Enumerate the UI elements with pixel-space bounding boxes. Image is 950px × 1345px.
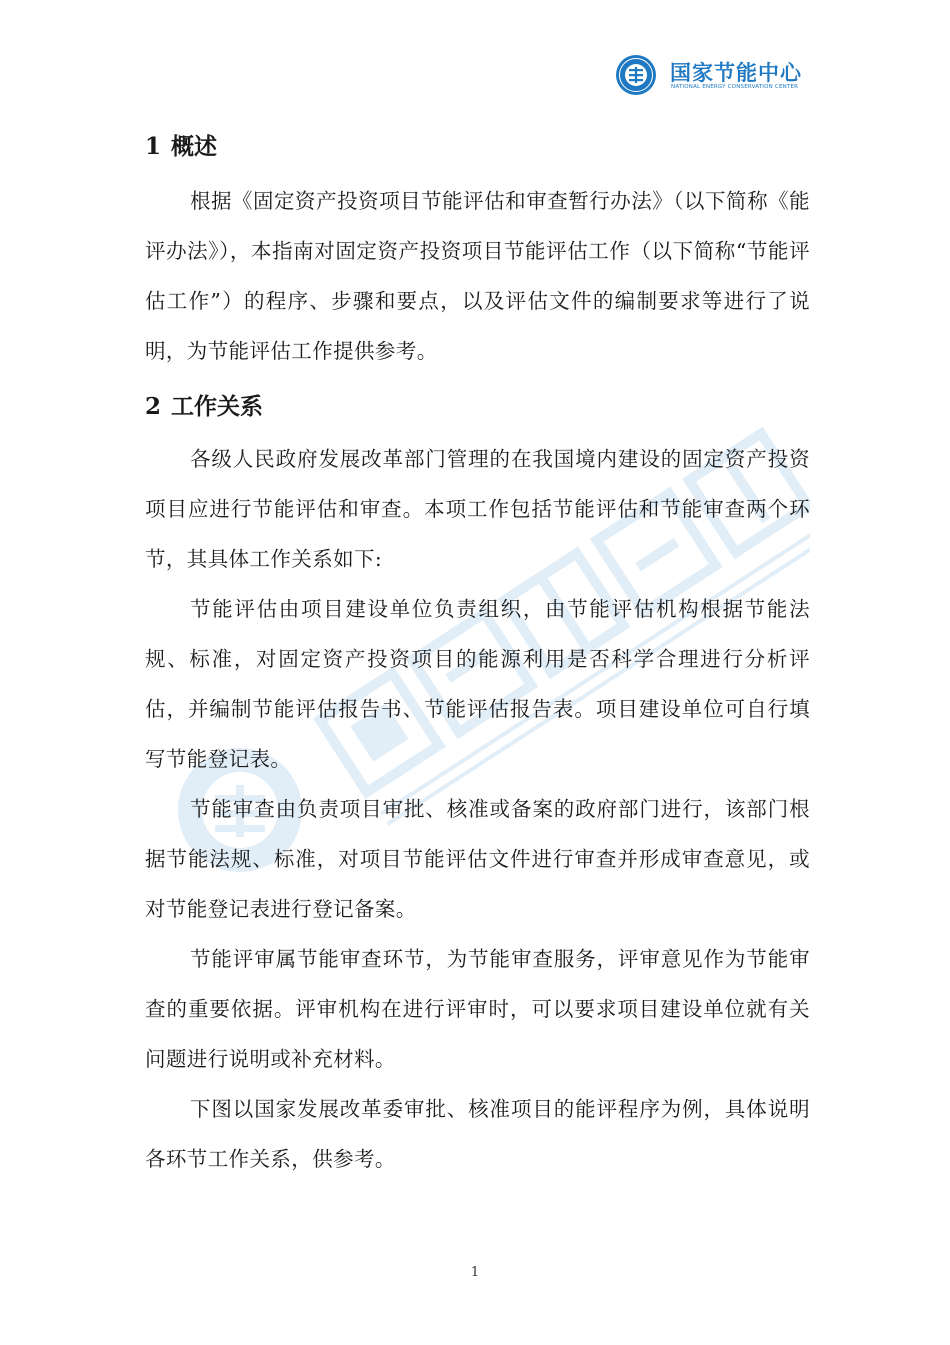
section-number: 1 (145, 133, 162, 160)
paragraph: 节能审查由负责项目审批、核准或备案的政府部门进行，该部门根据节能法规、标准，对项目节能评估文件进行审查并形成审查意见，或对节能登记表进行登记备案。 (145, 797, 810, 921)
paragraph: 节能评审属节能审查环节，为节能审查服务，评审意见作为节能审查的重要依据。评审机构在进行评审时，可以要求项目建设单位就有关问题进行说明或补充材料。 (145, 947, 810, 1071)
page-number: 1 (470, 1265, 480, 1280)
section-title: 工作关系 (171, 393, 263, 420)
paragraph: 节能评估由项目建设单位负责组织，由节能评估机构根据节能法规、标准，对固定资产投资项目的能源利用是否科学合理进行分析评估，并编制节能评估报告书、节能评估报告表。项目建设单位可自行填写节能登记表。 (145, 597, 810, 771)
paragraph: 根据《固定资产投资项目节能评估和审查暂行办法》（以下简称《能评办法》），本指南对固定资产投资项目节能评估工作（以下简称“节能评估工作”）的程序、步骤和要点，以及评估文件的编制要求等进行了说明，为节能评估工作提供参考。 (145, 189, 810, 363)
section-title: 概述 (171, 133, 217, 160)
section-heading-overview (145, 124, 810, 170)
section-heading-work-relationship (145, 384, 810, 430)
paragraph: 各级人民政府发展改革部门管理的在我国境内建设的固定资产投资项目应进行节能评估和审查。本项工作包括节能评估和节能审查两个环节，其具体工作关系如下: (145, 447, 810, 571)
header-logo (615, 54, 815, 100)
logo-name: 国家节能中心 (670, 61, 802, 85)
logo-subtitle: NATIONAL ENERGY CONSERVATION CENTER (671, 84, 799, 90)
document-body (145, 124, 810, 1184)
section-number: 2 (145, 393, 162, 420)
paragraph: 下图以国家发展改革委审批、核准项目的能评程序为例，具体说明各环节工作关系，供参考。 (145, 1097, 810, 1171)
emblem-icon (615, 54, 657, 96)
